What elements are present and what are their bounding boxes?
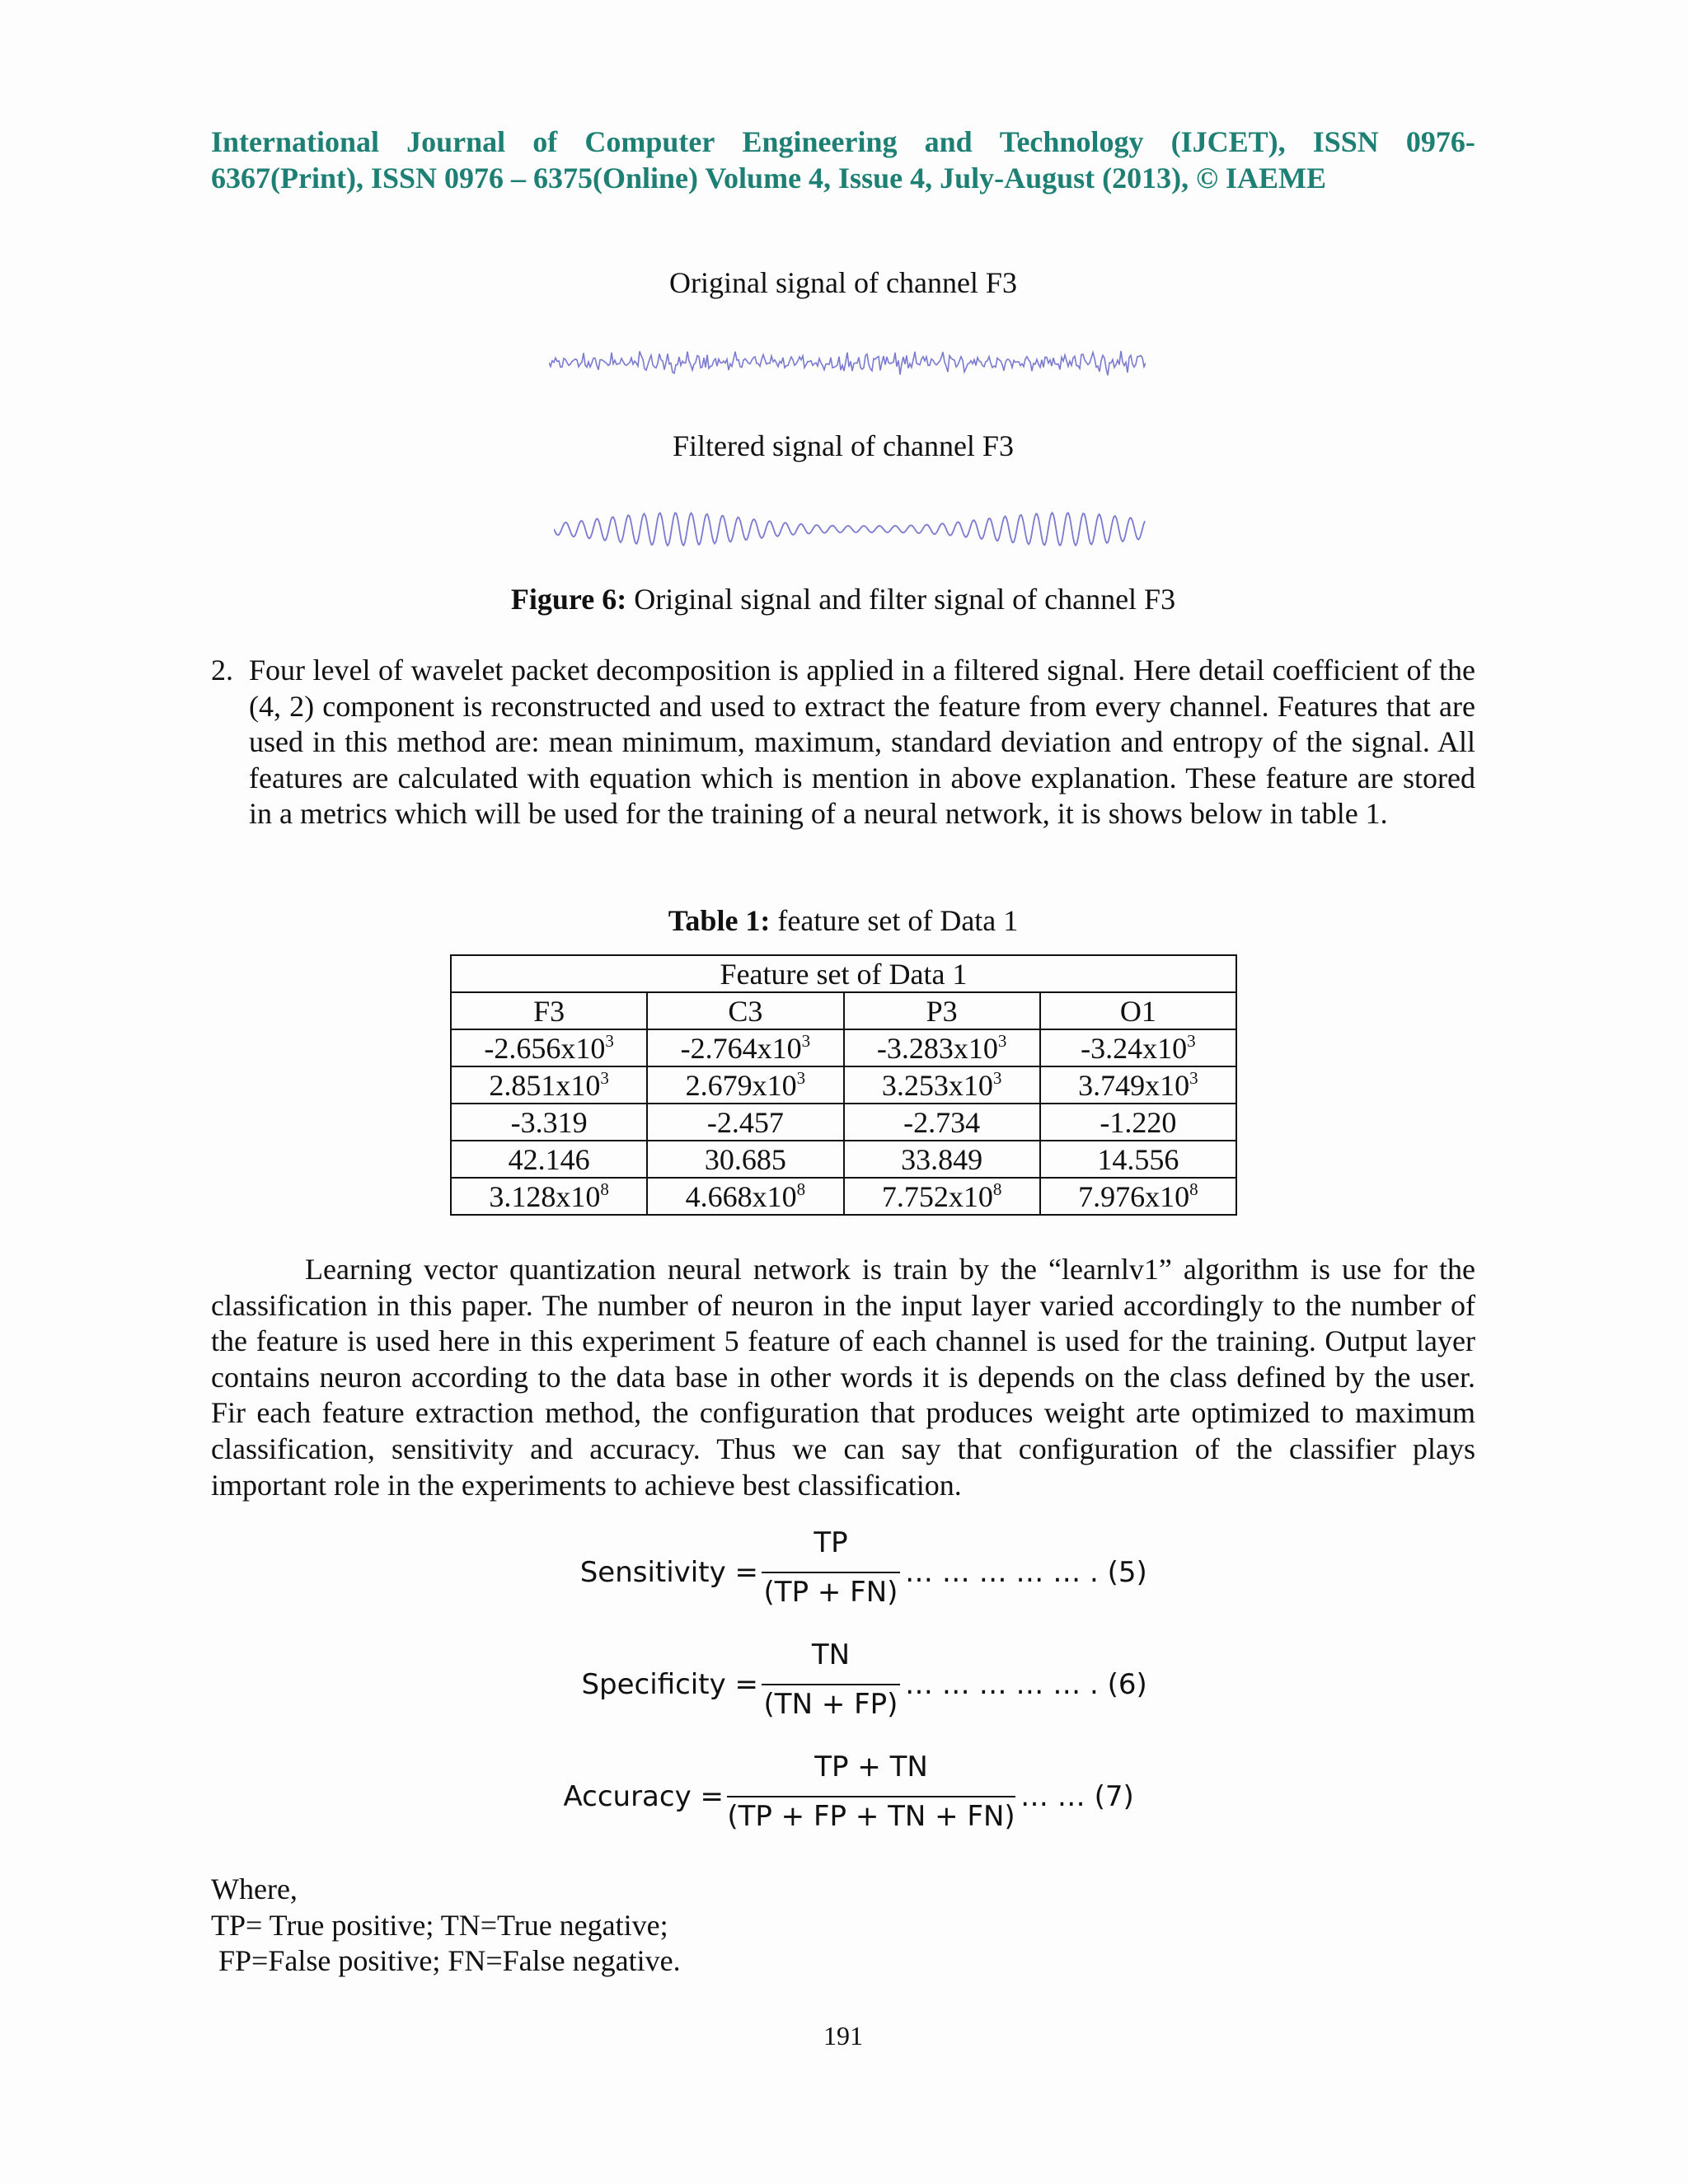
- cell-exponent: 3: [801, 1030, 811, 1051]
- fraction-bar: [762, 1684, 900, 1685]
- equation-lhs: Specificity =: [581, 1668, 758, 1701]
- table-cell: [647, 1029, 843, 1066]
- cell-value: -3.283x10: [876, 1031, 998, 1065]
- table-cell: [451, 1141, 647, 1178]
- table-cell: [844, 1066, 1040, 1104]
- cell-value: 7.752x10: [881, 1179, 993, 1213]
- equation-specificity: [0, 1638, 1688, 1729]
- filtered-signal-plot: [554, 504, 1146, 554]
- definitions-line: FP=False positive; FN=False negative.: [211, 1944, 681, 1978]
- equation-numerator: TP: [814, 1526, 848, 1559]
- table-row: [451, 1029, 1236, 1066]
- cell-exponent: 3: [1187, 1030, 1196, 1051]
- filtered-signal-line: [554, 513, 1145, 546]
- header-word: Technology: [999, 125, 1144, 158]
- table-row: [451, 1066, 1236, 1104]
- table-cell: [1040, 1029, 1236, 1066]
- journal-header-line2: 6367(Print), ISSN 0976 – 6375(Online) Volume 4, Issue 4, July-August (2013), © IAEME: [211, 162, 1327, 194]
- table-cell: [647, 1104, 843, 1141]
- definitions-line: TP= True positive; TN=True negative;: [211, 1908, 668, 1942]
- original-signal-title: Original signal of channel F3: [669, 266, 1017, 299]
- equation-denominator: (TP + FN): [763, 1576, 898, 1609]
- cell-value: 3.253x10: [881, 1068, 993, 1102]
- fraction-bar: [762, 1572, 900, 1573]
- cell-value: -3.319: [510, 1105, 588, 1139]
- table-caption-label: Table 1:: [668, 904, 771, 937]
- cell-value: 42.146: [508, 1142, 590, 1176]
- cell-value: 2.679x10: [685, 1068, 797, 1102]
- cell-exponent: 3: [796, 1067, 806, 1088]
- header-word: Engineering: [742, 125, 898, 158]
- table-cell: [1040, 1066, 1236, 1104]
- header-word: International: [211, 125, 380, 158]
- table-cell: [844, 1104, 1040, 1141]
- cell-exponent: 8: [1189, 1179, 1198, 1199]
- cell-exponent: 8: [796, 1179, 806, 1199]
- cell-exponent: 8: [992, 1179, 1002, 1199]
- figure-caption-label: Figure 6:: [510, 583, 627, 616]
- definitions-block: [211, 1872, 1035, 1980]
- journal-header-line1: [211, 124, 1475, 160]
- cell-exponent: 3: [992, 1067, 1002, 1088]
- cell-value: -2.734: [903, 1105, 981, 1139]
- fraction-bar: [727, 1796, 1015, 1797]
- cell-value: 30.685: [704, 1142, 786, 1176]
- table-cell: [451, 1066, 647, 1104]
- table-cell: [844, 1029, 1040, 1066]
- equation-number: … … … … … . (5): [905, 1556, 1147, 1589]
- table-cell: [451, 1178, 647, 1215]
- table-cell: [844, 1141, 1040, 1178]
- journal-header: [211, 124, 1475, 196]
- original-signal-line: [549, 351, 1146, 376]
- table-cell: [1040, 1104, 1236, 1141]
- equation-lhs: Accuracy =: [563, 1780, 724, 1813]
- equation-numerator: TP + TN: [814, 1750, 928, 1783]
- table-cell: [451, 1104, 647, 1141]
- equation-accuracy: [0, 1750, 1688, 1841]
- table-title-row: [451, 955, 1236, 992]
- feature-table: [450, 954, 1237, 1216]
- cell-value: -2.764x10: [680, 1031, 802, 1065]
- table-cell: [844, 1178, 1040, 1215]
- table-cell: [647, 1066, 843, 1104]
- cell-value: -2.656x10: [484, 1031, 606, 1065]
- equation-denominator: (TN + FP): [763, 1688, 898, 1721]
- table-row: [451, 1178, 1236, 1215]
- definitions-heading: Where,: [211, 1872, 298, 1905]
- header-word: of: [532, 125, 558, 158]
- table-row: [451, 1104, 1236, 1141]
- list-item-number: 2.: [211, 654, 233, 687]
- filtered-signal-title: Filtered signal of channel F3: [673, 429, 1014, 462]
- cell-value: 3.128x10: [489, 1179, 601, 1213]
- header-word: Computer: [584, 125, 715, 158]
- cell-value: 2.851x10: [489, 1068, 601, 1102]
- table-cell: [1040, 1178, 1236, 1215]
- equation-number: … … … … … . (6): [905, 1668, 1147, 1701]
- cell-value: -3.24x10: [1081, 1031, 1188, 1065]
- equation-numerator: TN: [811, 1638, 851, 1671]
- cell-exponent: 3: [605, 1030, 614, 1051]
- cell-exponent: 3: [1189, 1067, 1198, 1088]
- table-caption: [211, 903, 1475, 938]
- cell-value: -1.220: [1100, 1105, 1177, 1139]
- list-item-2: [211, 653, 1475, 832]
- table-cell: [1040, 1141, 1236, 1178]
- figure-caption-text: Original signal and filter signal of channel F3: [626, 583, 1176, 616]
- page-number: 191: [823, 2021, 863, 2050]
- body-paragraph: Learning vector quantization neural network is train by the “learnlv1” algorithm is use for the classification in this paper. The number of neuron in the input layer varied accordingly to the number of the feature is used here in this experiment 5 feature of each channel is used for the training. Output layer contains neuron according to the data base in other words it is depends on the class defined by the user. Fir each feature extraction method, the configuration that produces weight arte optimized to maximum classification, sensitivity and accuracy. Thus we can say that configuration of the classifier plays important role in the experiments to achieve best classification.: [211, 1253, 1475, 1502]
- cell-exponent: 8: [600, 1179, 609, 1199]
- table-cell: [647, 1178, 843, 1215]
- table-cell: [647, 1141, 843, 1178]
- cell-value: 14.556: [1097, 1142, 1179, 1176]
- table-cell: [451, 1029, 647, 1066]
- cell-value: 4.668x10: [685, 1179, 797, 1213]
- cell-exponent: 3: [600, 1067, 609, 1088]
- header-word: and: [924, 125, 973, 158]
- header-word: 0976-: [1405, 125, 1475, 158]
- equation-lhs: Sensitivity =: [579, 1556, 758, 1589]
- table-row: [451, 1141, 1236, 1178]
- equation-number: … … (7): [1020, 1780, 1134, 1813]
- equation-sensitivity: [0, 1526, 1688, 1617]
- column-header: F3: [451, 992, 647, 1029]
- column-header: O1: [1040, 992, 1236, 1029]
- cell-value: -2.457: [706, 1105, 784, 1139]
- equation-denominator: (TP + FP + TN + FN): [727, 1800, 1015, 1833]
- cell-value: 3.749x10: [1078, 1068, 1190, 1102]
- header-word: Journal: [406, 125, 506, 158]
- header-word: ISSN: [1312, 125, 1379, 158]
- figure-caption: [211, 582, 1475, 616]
- column-header: C3: [647, 992, 843, 1029]
- cell-value: 7.976x10: [1078, 1179, 1190, 1213]
- cell-value: 33.849: [901, 1142, 983, 1176]
- column-header: P3: [844, 992, 1040, 1029]
- table-caption-text: feature set of Data 1: [770, 904, 1019, 937]
- list-item-text: Four level of wavelet packet decomposition is applied in a filtered signal. Here detail coefficient of the (4, 2) component is reconstructed and used to extract the feature from every channel. Features that are used in this method are: mean minimum, maximum, standard deviation and entropy of the signal. All features are calculated with equation which is mention in above explanation. These feature are stored in a metrics which will be used for the training of a neural network, it is shows below in table 1.: [249, 654, 1475, 831]
- table-title: Feature set of Data 1: [451, 955, 1236, 992]
- original-signal-plot: [549, 338, 1146, 387]
- header-word: (IJCET),: [1170, 125, 1286, 158]
- table-header-row: [451, 992, 1236, 1029]
- cell-exponent: 3: [997, 1030, 1007, 1051]
